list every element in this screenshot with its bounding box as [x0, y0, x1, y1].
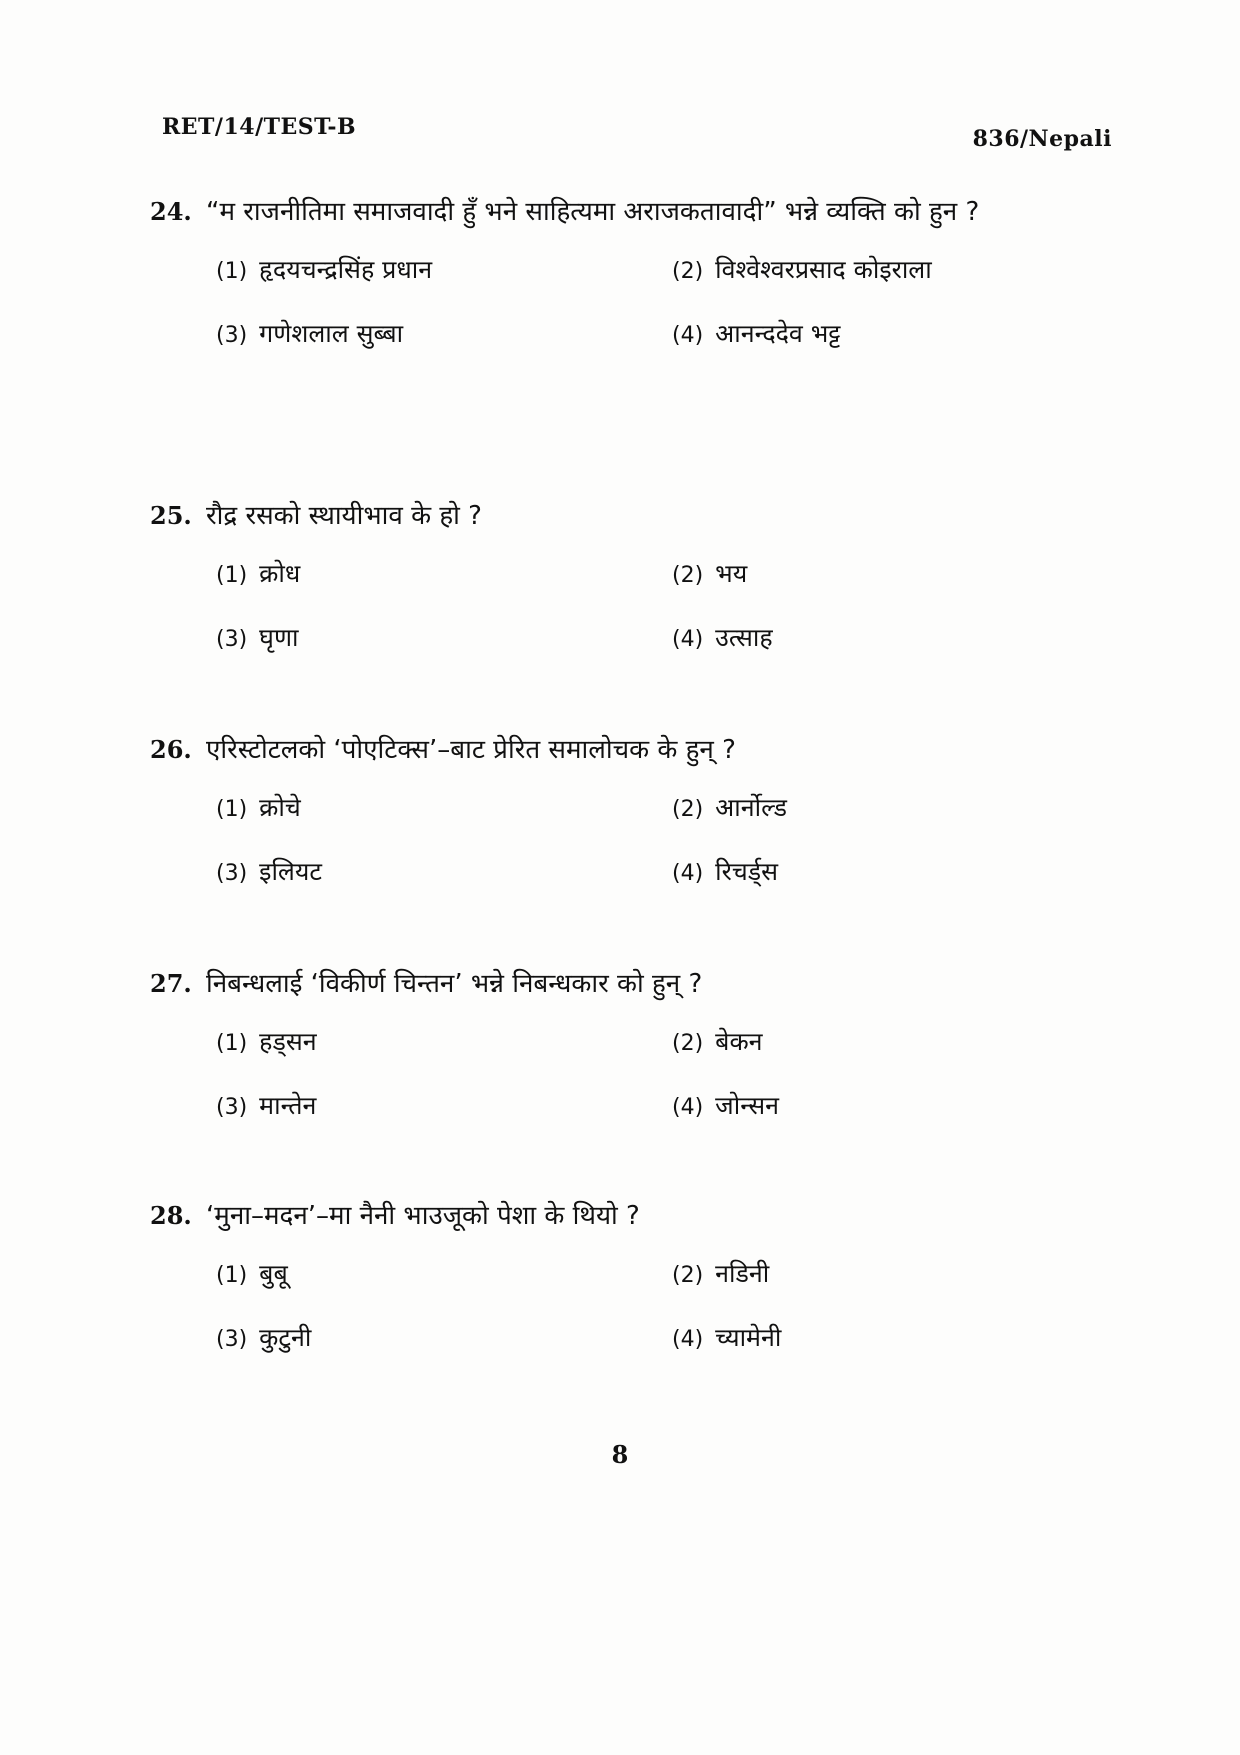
question-text: एरिस्टोटलको ‘पोएटिक्स’–बाट प्रेरित समालोचक के हुन् ?	[206, 735, 736, 765]
question-27	[150, 960, 1120, 1128]
question-text: “म राजनीतिमा समाजवादी हुँ भने साहित्यमा अराजकतावादी” भन्ने व्यक्ति को हुन ?	[206, 197, 980, 227]
question-text: ‘मुना–मदन’–मा नैनी भाउजूको पेशा के थियो ?	[206, 1201, 640, 1231]
option-number: (3)	[216, 1095, 248, 1120]
option-number: (3)	[216, 861, 248, 886]
question-number: 26.	[150, 735, 192, 764]
option-text: कुटुनी	[259, 1323, 312, 1352]
option-2	[672, 554, 1092, 596]
option-text: विश्वेश्वरप्रसाद कोइराला	[715, 255, 932, 284]
option-4	[672, 852, 1092, 894]
options-list	[216, 554, 1120, 660]
option-number: (1)	[216, 1263, 248, 1288]
option-text: उत्साह	[715, 623, 773, 652]
option-number: (4)	[672, 1095, 704, 1120]
question-24	[150, 188, 1120, 356]
option-text: आनन्ददेव भट्ट	[715, 319, 841, 348]
option-4	[672, 314, 1092, 356]
option-number: (3)	[216, 323, 248, 348]
option-number: (2)	[672, 1031, 704, 1056]
option-1	[216, 250, 672, 292]
option-2	[672, 1254, 1092, 1296]
option-text: हड्सन	[259, 1027, 317, 1056]
option-3	[216, 1086, 672, 1128]
option-text: नडिनी	[715, 1259, 770, 1288]
option-3	[216, 1318, 672, 1360]
option-text: हृदयचन्द्रसिंह प्रधान	[259, 255, 433, 284]
question-number: 27.	[150, 969, 192, 998]
option-1	[216, 554, 672, 596]
question-text: रौद्र रसको स्थायीभाव के हो ?	[206, 501, 482, 531]
option-text: मान्तेन	[259, 1091, 317, 1120]
option-text: क्रोध	[259, 559, 301, 588]
option-text: बेकन	[715, 1027, 763, 1056]
option-3	[216, 618, 672, 660]
option-text: रिचर्ड्स	[715, 857, 779, 886]
option-text: जोन्सन	[715, 1091, 780, 1120]
options-list	[216, 788, 1120, 894]
options-list	[216, 250, 1120, 356]
option-text: आर्नोल्ड	[715, 793, 787, 822]
option-text: घृणा	[259, 623, 299, 652]
option-number: (3)	[216, 627, 248, 652]
option-text: इलियट	[259, 857, 322, 886]
question-number: 25.	[150, 501, 192, 530]
option-1	[216, 788, 672, 830]
option-4	[672, 1086, 1092, 1128]
subject-code: 836/Nepali	[972, 126, 1112, 152]
options-list	[216, 1022, 1120, 1128]
question-25	[150, 492, 1120, 660]
option-number: (1)	[216, 1031, 248, 1056]
paper-code: RET/14/TEST-B	[162, 114, 357, 140]
option-text: च्यामेनी	[715, 1323, 782, 1352]
question-text: निबन्धलाई ‘विकीर्ण चिन्तन’ भन्ने निबन्धकार को हुन् ?	[206, 969, 703, 999]
option-2	[672, 788, 1092, 830]
option-1	[216, 1254, 672, 1296]
question-28	[150, 1192, 1120, 1360]
question-number: 28.	[150, 1201, 192, 1230]
option-text: क्रोचे	[259, 793, 301, 822]
option-2	[672, 1022, 1092, 1064]
option-number: (2)	[672, 797, 704, 822]
option-number: (3)	[216, 1327, 248, 1352]
option-text: भय	[715, 559, 748, 588]
page-number: 8	[611, 1440, 629, 1469]
option-1	[216, 1022, 672, 1064]
option-number: (2)	[672, 259, 704, 284]
option-number: (4)	[672, 861, 704, 886]
option-number: (4)	[672, 323, 704, 348]
option-2	[672, 250, 1092, 292]
options-list	[216, 1254, 1120, 1360]
option-number: (1)	[216, 797, 248, 822]
question-number: 24.	[150, 197, 192, 226]
option-number: (1)	[216, 563, 248, 588]
option-4	[672, 618, 1092, 660]
option-number: (1)	[216, 259, 248, 284]
option-3	[216, 314, 672, 356]
question-26	[150, 726, 1120, 894]
option-4	[672, 1318, 1092, 1360]
option-number: (2)	[672, 1263, 704, 1288]
option-number: (4)	[672, 1327, 704, 1352]
option-number: (2)	[672, 563, 704, 588]
option-3	[216, 852, 672, 894]
option-text: गणेशलाल सुब्बा	[259, 319, 404, 348]
option-text: बुबू	[259, 1259, 288, 1288]
option-number: (4)	[672, 627, 704, 652]
